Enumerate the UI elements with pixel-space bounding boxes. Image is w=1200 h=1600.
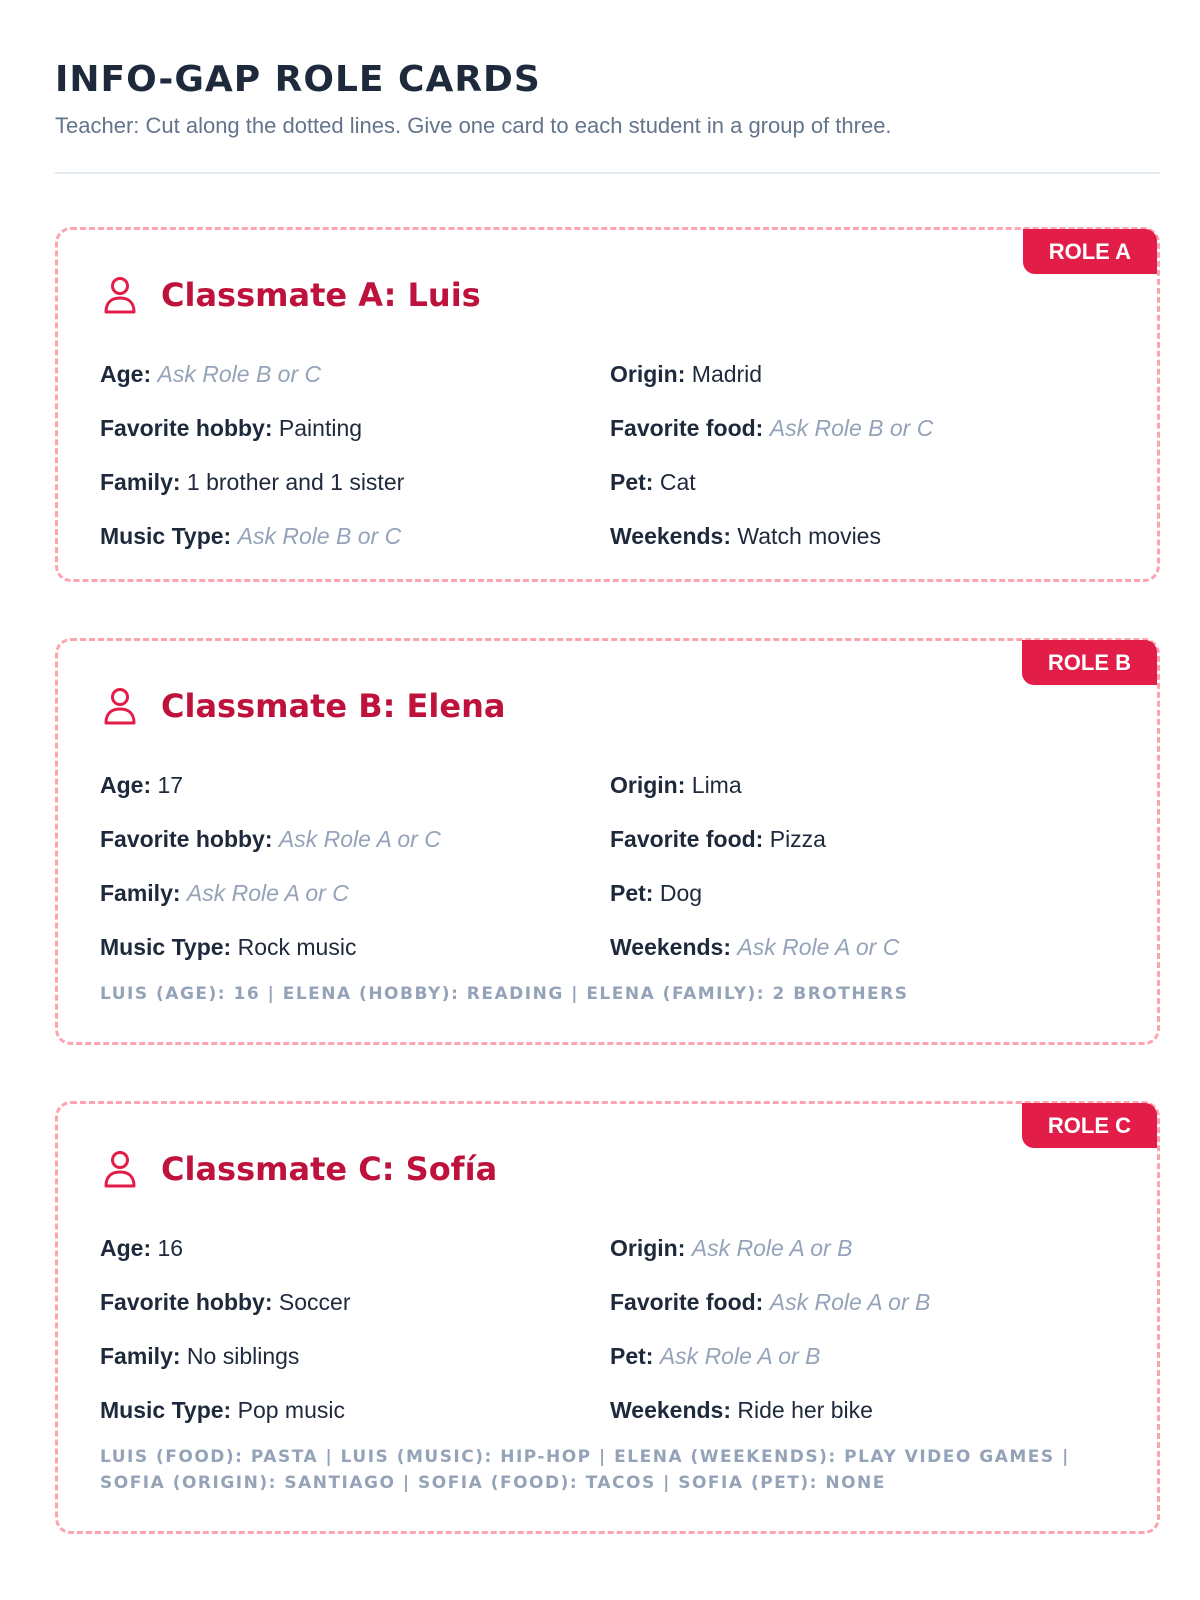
- field-pet: [610, 455, 1120, 509]
- field-value: Painting: [278, 415, 363, 441]
- card-title: Classmate B: Elena: [161, 687, 506, 725]
- person-icon: [103, 1149, 137, 1189]
- field-origin: [610, 347, 1120, 401]
- field-label: Weekends:: [610, 934, 732, 960]
- answer-key: LUIS (AGE): 16 | ELENA (HOBBY): READING | ELENA (FAMILY): 2 BROTHERS: [100, 984, 909, 1004]
- card-header: [103, 686, 505, 726]
- field-family: [100, 1329, 610, 1383]
- field-family: [100, 866, 610, 920]
- field-weekends: [610, 920, 1120, 974]
- field-value: Pop music: [237, 1397, 345, 1423]
- card-fields: [100, 758, 1120, 974]
- field-label: Family:: [100, 1343, 181, 1369]
- role-card-a: [55, 227, 1160, 582]
- role-badge: ROLE B: [1022, 640, 1157, 685]
- field-value: Lima: [691, 772, 742, 798]
- field-label: Weekends:: [610, 1397, 732, 1423]
- card-header: [103, 1149, 497, 1189]
- field-age: [100, 347, 610, 401]
- field-hobby: [100, 401, 610, 455]
- field-label: Favorite food:: [610, 1289, 764, 1315]
- field-hobby: [100, 1275, 610, 1329]
- field-label: Music Type:: [100, 1397, 232, 1423]
- field-label: Favorite food:: [610, 415, 764, 441]
- field-value: Ask Role A or B: [659, 1343, 821, 1369]
- card-title: Classmate C: Sofía: [161, 1150, 498, 1188]
- field-food: [610, 401, 1120, 455]
- worksheet-header: [55, 0, 1160, 174]
- field-value: 17: [157, 772, 184, 798]
- role-card-b: [55, 638, 1160, 1045]
- field-label: Origin:: [610, 1235, 686, 1261]
- field-value: Cat: [659, 469, 696, 495]
- role-badge: ROLE C: [1022, 1103, 1157, 1148]
- field-label: Age:: [100, 1235, 152, 1261]
- field-value: Watch movies: [737, 523, 881, 549]
- field-value: Soccer: [278, 1289, 351, 1315]
- field-label: Favorite hobby:: [100, 1289, 273, 1315]
- card-title: Classmate A: Luis: [161, 276, 481, 314]
- role-card-c: [55, 1101, 1160, 1534]
- page-title: INFO-GAP ROLE CARDS: [55, 59, 541, 100]
- header-divider: [55, 172, 1160, 174]
- field-label: Favorite food:: [610, 826, 764, 852]
- field-value: Dog: [659, 880, 703, 906]
- field-label: Origin:: [610, 772, 686, 798]
- role-badge: ROLE A: [1023, 229, 1157, 274]
- field-family: [100, 455, 610, 509]
- worksheet-page: [55, 0, 1160, 1493]
- field-music: [100, 1383, 610, 1437]
- field-value: Rock music: [237, 934, 357, 960]
- field-label: Pet:: [610, 880, 654, 906]
- field-value: Ask Role A or C: [737, 934, 900, 960]
- field-value: Ask Role A or C: [278, 826, 441, 852]
- field-value: Pizza: [769, 826, 826, 852]
- field-label: Music Type:: [100, 934, 232, 960]
- field-food: [610, 1275, 1120, 1329]
- field-label: Favorite hobby:: [100, 826, 273, 852]
- field-value: Ask Role A or B: [691, 1235, 853, 1261]
- field-value: Ask Role A or C: [186, 880, 349, 906]
- card-fields: [100, 1221, 1120, 1437]
- field-value: Ask Role B or C: [157, 361, 322, 387]
- teacher-instructions: Teacher: Cut along the dotted lines. Give one card to each student in a group of three.: [55, 113, 892, 138]
- field-origin: [610, 758, 1120, 812]
- field-music: [100, 920, 610, 974]
- field-label: Age:: [100, 772, 152, 798]
- field-food: [610, 812, 1120, 866]
- person-icon: [103, 686, 137, 726]
- field-pet: [610, 866, 1120, 920]
- answer-key: LUIS (FOOD): PASTA | LUIS (MUSIC): HIP-HOP | ELENA (WEEKENDS): PLAY VIDEO GAMES | SOFIA (ORIGIN): SANTIAGO | SOFIA (FOOD): TACOS | SOFIA (PET): NONE: [100, 1447, 1070, 1493]
- field-value: 16: [157, 1235, 184, 1261]
- card-header: [103, 275, 481, 315]
- field-value: No siblings: [186, 1343, 300, 1369]
- field-weekends: [610, 509, 1120, 563]
- field-value: 1 brother and 1 sister: [186, 469, 405, 495]
- field-label: Family:: [100, 469, 181, 495]
- field-value: Madrid: [691, 361, 763, 387]
- card-fields: [100, 347, 1120, 563]
- field-age: [100, 1221, 610, 1275]
- field-origin: [610, 1221, 1120, 1275]
- field-value: Ask Role B or C: [237, 523, 402, 549]
- field-label: Pet:: [610, 469, 654, 495]
- field-value: Ask Role A or B: [769, 1289, 931, 1315]
- field-pet: [610, 1329, 1120, 1383]
- field-value: Ride her bike: [737, 1397, 873, 1423]
- field-label: Age:: [100, 361, 152, 387]
- field-label: Pet:: [610, 1343, 654, 1369]
- field-label: Family:: [100, 880, 181, 906]
- field-weekends: [610, 1383, 1120, 1437]
- field-value: Ask Role B or C: [769, 415, 934, 441]
- field-music: [100, 509, 610, 563]
- field-age: [100, 758, 610, 812]
- field-label: Weekends:: [610, 523, 732, 549]
- field-hobby: [100, 812, 610, 866]
- person-icon: [103, 275, 137, 315]
- field-label: Music Type:: [100, 523, 232, 549]
- field-label: Favorite hobby:: [100, 415, 273, 441]
- field-label: Origin:: [610, 361, 686, 387]
